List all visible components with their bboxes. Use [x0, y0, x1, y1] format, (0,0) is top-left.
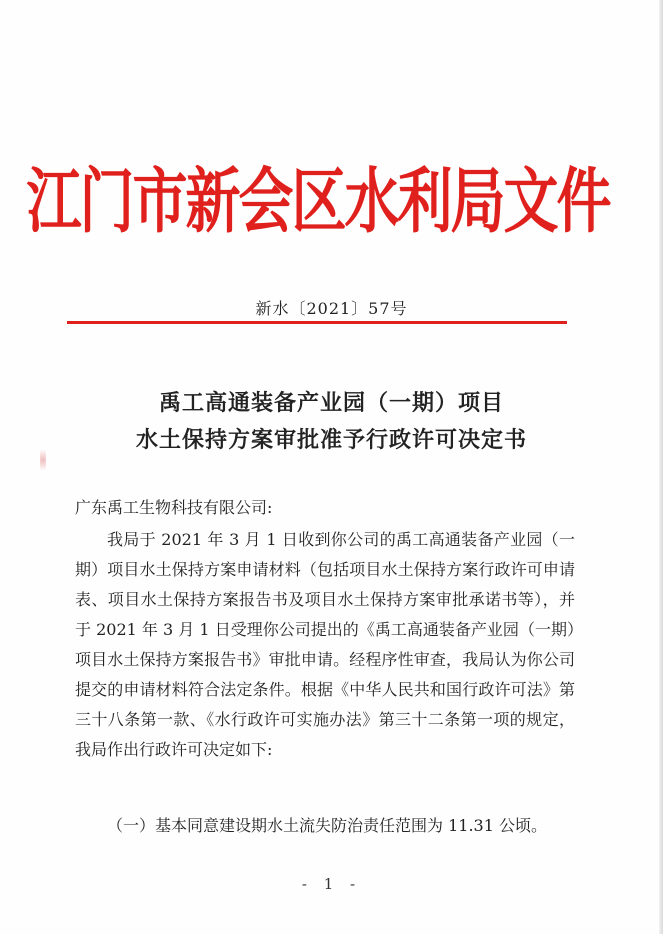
document-title-line1: 禹工高通装备产业园（一期）项目	[158, 390, 504, 416]
page-edge-shadow	[659, 0, 663, 934]
document-title-line2: 水土保持方案审批准予行政许可决定书	[135, 427, 527, 453]
salutation: 广东禹工生物科技有限公司:	[75, 498, 273, 517]
page-number: - 1 -	[301, 875, 362, 893]
body-paragraph: 我局于 2021 年 3 月 1 日收到你公司的禹工高通装备产业园（一期）项目水土保持方案申请材料（包括项目水土保持方案行政许可申请表、项目水土保持方案报告书及项目水土保持方案审批承诺书等），并于 2021 年 3 月 1 日受理你公司提出的《禹工高通装备产业园（一期）项目水土保持方案报告书》审批申请。经程序性审查，我局认为你公司提交的申请材料符合法定条件。根据《中华人民共和国行政许可法》第三十八条第一款、《水行政许可实施办法》第三十二条第一项的规定，我局作出行政许可决定如下:	[75, 530, 575, 759]
red-divider-line	[67, 321, 567, 324]
scan-mark	[40, 445, 46, 475]
document-number: 新水〔2021〕57号	[255, 299, 408, 318]
decision-item-1: （一）基本同意建设期水土流失防治责任范围为 11.31 公顷。	[107, 816, 547, 835]
document-masthead: 江门市新会区水利局文件	[26, 158, 610, 242]
